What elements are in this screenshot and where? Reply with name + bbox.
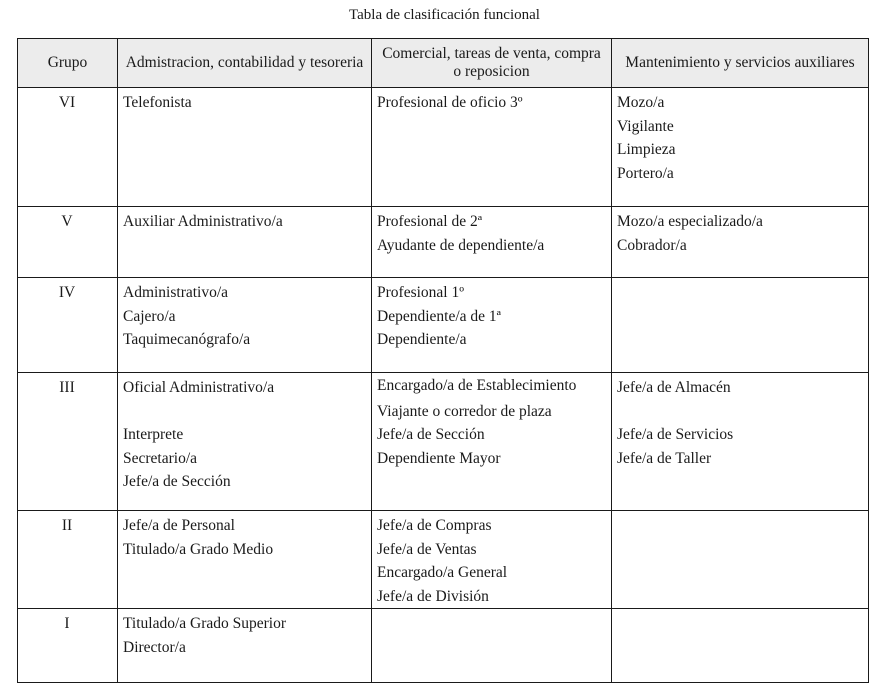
job-title: Jefe/a de Personal [123,517,235,534]
mantenimiento-cell [612,88,869,207]
job-title: Oficial Administrativo/a [123,379,275,396]
comercial-cell [372,88,612,207]
job-title: Dependiente/a [377,331,467,348]
job-title: Limpieza [617,141,676,158]
job-title: Jefe/a de Sección [377,426,485,443]
header-administracion: Admistracion, contabilidad y tesoreria [118,39,372,88]
grupo-cell: IV [18,278,118,373]
job-title: Jefe/a de Almacén [617,379,731,396]
job-title: Viajante o corredor de plaza [377,402,552,420]
job-title: Dependiente/a de 1ª [377,307,501,325]
job-title: Profesional 1º [377,284,465,301]
job-title: Profesional de oficio 3º [377,94,523,111]
job-title: Profesional de 2ª [377,213,483,230]
mantenimiento-cell [612,207,869,278]
header-mantenimiento: Mantenimiento y servicios auxiliares [612,39,869,88]
mantenimiento-cell [612,373,869,511]
comercial-cell [372,278,612,373]
comercial-cell [372,207,612,278]
admin-cell [118,207,372,278]
job-title: Jefe/a de División [377,587,489,605]
grupo-cell: II [18,511,118,609]
table-row [18,207,869,278]
header-row [18,39,869,88]
table-row [18,373,869,511]
admin-cell [118,88,372,207]
admin-cell [118,511,372,609]
comercial-cell [372,373,612,511]
job-title: Taquimecanógrafo/a [123,331,251,348]
mantenimiento-cell [612,609,869,683]
admin-cell [118,609,372,683]
job-title: Ayudante de dependiente/a [377,236,545,254]
job-title: Jefe/a de Taller [617,449,712,467]
comercial-cell [372,511,612,609]
mantenimiento-cell [612,278,869,373]
comercial-cell [372,609,612,683]
job-title: Titulado/a Grado Medio [123,540,274,558]
mantenimiento-cell [612,511,869,609]
job-title: Jefe/a de Servicios [617,426,734,443]
job-title: Portero/a [617,164,674,182]
grupo-cell: III [18,373,118,511]
job-title: Titulado/a Grado Superior [123,615,287,632]
job-title: Jefe/a de Compras [377,517,492,534]
job-title: Administrativo/a [123,284,229,301]
table-row [18,511,869,609]
table-row [18,88,869,207]
header-grupo: Grupo [18,39,118,88]
job-title: Secretario/a [123,449,198,467]
job-title: Encargado/a de Establecimiento [377,377,577,394]
header-comercial: Comercial, tareas de venta, compra o reposicion [372,39,612,88]
job-title: Cobrador/a [617,236,687,254]
job-title: Encargado/a General [377,564,508,581]
job-title: Mozo/a [617,94,665,111]
table-row [18,278,869,373]
grupo-cell: I [18,609,118,683]
job-title [617,400,862,424]
job-title: Vigilante [617,117,674,135]
job-title: Telefonista [123,94,192,111]
table-row [18,609,869,683]
admin-cell [118,373,372,511]
job-title: Director/a [123,638,186,656]
job-title: Auxiliar Administrativo/a [123,213,283,230]
job-title: Jefe/a de Ventas [377,540,477,558]
grupo-cell: VI [18,88,118,207]
job-title [123,400,365,424]
classification-table [17,38,869,683]
table-title: Tabla de clasificación funcional [349,7,540,23]
job-title: Jefe/a de Sección [123,473,231,490]
job-title: Cajero/a [123,307,176,325]
admin-cell [118,278,372,373]
job-title: Mozo/a especializado/a [617,213,763,230]
job-title: Interprete [123,426,184,443]
job-title: Dependiente Mayor [377,449,501,467]
grupo-cell: V [18,207,118,278]
